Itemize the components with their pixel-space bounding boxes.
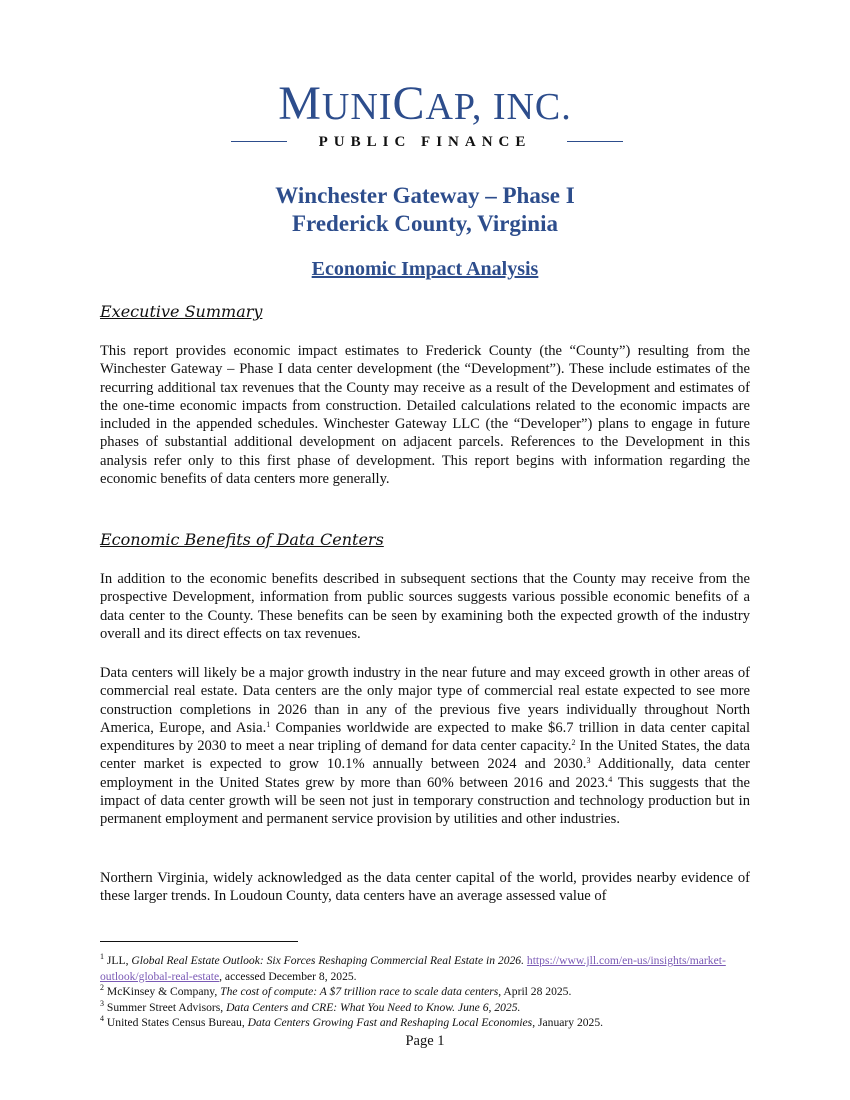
footnote-ref-4[interactable]: 4 xyxy=(608,774,613,784)
footnotes xyxy=(100,953,750,1031)
heading-executive-summary: Executive Summary xyxy=(100,302,263,321)
logo-wordmark: MUNICAP, INC. xyxy=(278,77,572,130)
footnote-1: $^1$ JLL, Global Real Estate Outlook: Six Forces Reshaping Commercial Real Estate in 2026. https://www.jll.com/en-us/insights/market-outlook/global-real-estate, accessed December 8, 2025. xyxy=(100,952,726,983)
footnote-2: $^2$ McKinsey & Company, The cost of compute: A $7 trillion race to scale data centers, April 28 2025. xyxy=(100,983,572,999)
logo-tagline xyxy=(0,132,850,152)
document-title-line2: Frederick County, Virginia xyxy=(292,211,558,236)
page-number: Page 1 xyxy=(405,1033,445,1049)
logo-rule-right xyxy=(567,141,623,142)
document-subtitle: Economic Impact Analysis xyxy=(311,258,539,280)
footnote-ref-1[interactable]: 1 xyxy=(266,719,271,729)
footnote-separator xyxy=(100,941,298,942)
footnote-1-link[interactable]: https://www.jll.com/en-us/insights/market-outlook/global-real-estate xyxy=(100,954,726,983)
footnote-4: $^4$ United States Census Bureau, Data Centers Growing Fast and Reshaping Local Economies, January 2025. xyxy=(100,1014,604,1030)
paragraph-northern-virginia: Northern Virginia, widely acknowledged as the data center capital of the world, provides nearby evidence of these larger trends. In Loudoun County, data centers have an average assessed value of xyxy=(100,870,750,905)
footnote-3: $^3$ Summer Street Advisors, Data Centers and CRE: What You Need to Know. June 6, 2025. xyxy=(100,998,521,1014)
footnote-ref-3[interactable]: 3 xyxy=(586,756,591,766)
document-title-line1: Winchester Gateway – Phase I xyxy=(275,183,575,208)
paragraph-executive-summary: This report provides economic impact estimates to Frederick County (the “County”) resulting from the Winchester Gateway – Phase I data center development (the “Development”). These include estimates of the recurring additional tax revenues that the County may receive as a result of the Development and estimates of the one-time economic impacts from construction. Detailed calculations related to the economic impacts are included in the appended schedules. Winchester Gateway LLC (the “Developer”) plans to engage in future phases of substantial additional development on adjacent parcels. References to the Development in this analysis refer only to this first phase of development. This report begins with information regarding the economic benefits of data centers more generally. xyxy=(100,343,750,488)
paragraph-benefits-intro: In addition to the economic benefits described in subsequent sections that the County may receive from the prospective Development, information from public sources suggests various possible economic benefits of a data center to the County. These benefits can be seen by examining both the expected growth of the industry overall and its direct effects on tax revenues. xyxy=(100,571,750,642)
heading-economic-benefits: Economic Benefits of Data Centers xyxy=(100,530,384,549)
logo-tagline-text: PUBLIC FINANCE xyxy=(318,134,532,150)
paragraph-data-center-growth: Data centers will likely be a major growth industry in the near future and may exceed growth in other areas of commercial real estate. Data centers are the only major type of commercial real estate expected to see more construction completions in 2026 than in any of the previous five years individually throughout North America, Europe, and Asia.$^1$ Companies worldwide are expected to make $6.7 trillion in data center capital expenditures by 2030 to meet a near tripling of demand for data center capacity.$^2$ In the United States, the data center market is expected to grow 10.1% annually between 2024 and 2030.$^3$ Additionally, data center employment in the United States grew by more than 60% between 2016 and 2023.$^4$ This suggests that the impact of data center growth will be seen not just in temporary construction and technology production but in permanent employment and permanent service provision by utilities and other industries. xyxy=(100,665,750,828)
company-logo xyxy=(0,77,850,150)
footnote-ref-2[interactable]: 2 xyxy=(571,738,576,748)
